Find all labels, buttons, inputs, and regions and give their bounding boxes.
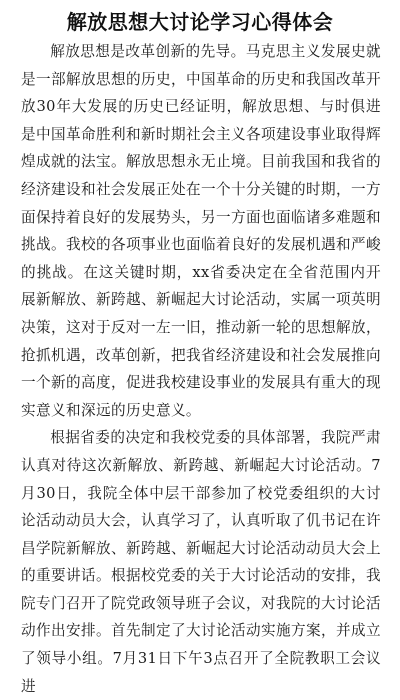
document-title: 解放思想大讨论学习心得体会 [66, 10, 334, 34]
paragraph-1: 解放思想是改革创新的先导。马克思主义发展史就是一部解放思想的历史，中国革命的历史和我国改革开放30年大发展的历史已经证明，解放思想、与时俱进是中国革命胜利和新时期社会主义各项建设事业取得辉煌成就的法宝。解放思想永无止境。目前我国和我省的经济建设和社会发展正处在一个十分关键的时期，一方面保持着良好的发展势头，另一方面也面临诸多难题和挑战。我校的各项事业也面临着良好的发展机遇和严峻的挑战。在这关键时期，xx省委决定在全省范围内开展新解放、新跨越、新崛起大讨论活动，实属一项英明决策，这对于反对一左一旧，推动新一轮的思想解放，抢抓机遇，改革创新，把我省经济建设和社会发展推向一个新的高度，促进我校建设事业的发展具有重大的现实意义和深远的历史意义。 [21, 43, 381, 419]
paragraph-2: 根据省委的决定和我校党委的具体部署，我院严肃认真对待这次新解放、新跨越、新崛起大讨论活动。7月30日，我院全体中层干部参加了校党委组织的大讨论活动动员大会，认真学习了，认真听取了仉书记在许昌学院新解放、新跨越、新崛起大讨论活动动员大会上的重要讲话。根据校党委的关于大讨论活动的安排，我院专门召开了院党政领导班子会议，对我院的大讨论活动作出安排。首先制定了大讨论活动实施方案，并成立了领导小组。7月31日下午3点召开了全院教职工会议进 [21, 429, 381, 695]
